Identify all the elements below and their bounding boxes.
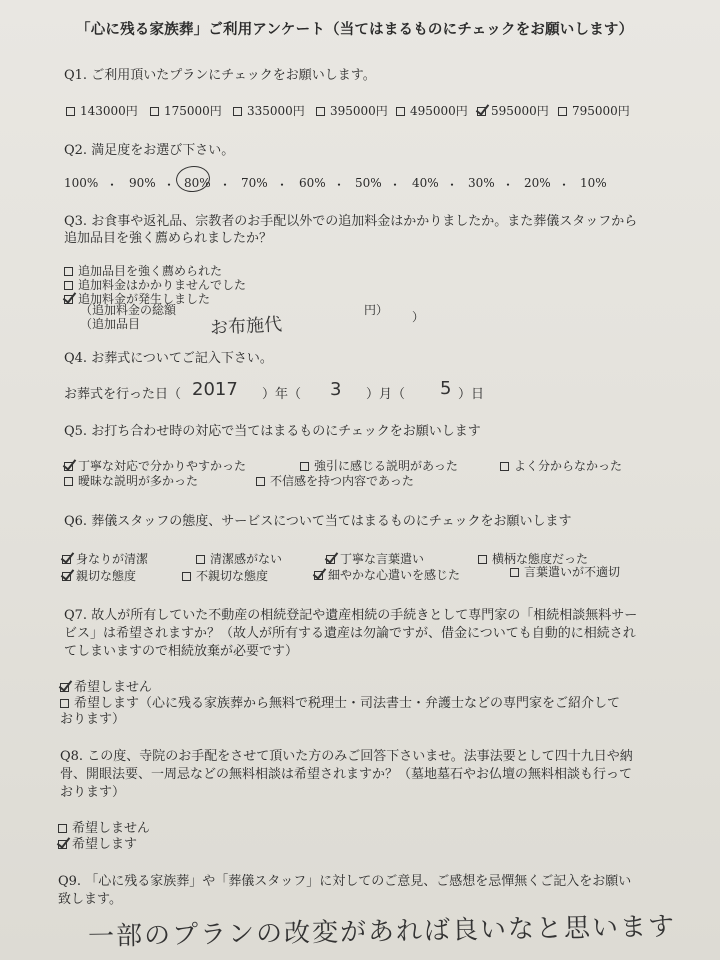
checkbox-icon[interactable] — [500, 462, 509, 471]
scale-dot: ・ — [163, 178, 176, 192]
q5-option[interactable]: よく分からなかった — [500, 457, 622, 474]
checkmark-icon[interactable] — [326, 555, 335, 564]
q6-option-selected[interactable]: 親切な態度 — [62, 567, 136, 584]
checkbox-icon[interactable] — [64, 477, 73, 486]
q7-question-line1: Q7. 故人が所有していた不動産の相続登記や遺産相続の手続きとして専門家の「相続相談無料サー — [64, 608, 638, 623]
checkbox-icon[interactable] — [182, 572, 191, 581]
scale-dot: ・ — [106, 178, 119, 192]
checkbox-icon[interactable] — [60, 699, 69, 708]
q8-question-line3: おります） — [60, 785, 126, 800]
scale-dot: ・ — [389, 178, 402, 192]
q1-option[interactable]: 143000円 — [66, 102, 138, 119]
q6-option[interactable]: 言葉遣いが不適切 — [510, 563, 620, 580]
q5-option-selected[interactable]: 丁寧な対応で分かりやすかった — [64, 457, 246, 474]
scale-option[interactable]: 30% — [468, 176, 495, 190]
checkbox-icon[interactable] — [58, 824, 67, 833]
q7-question-line2: ビス」は希望されますか？（故人が所有する遺産は勿論ですが、借金についても自動的に相続され — [64, 626, 636, 641]
scale-option-selected[interactable]: 80% — [184, 176, 211, 190]
scale-option[interactable]: 20% — [524, 176, 551, 190]
q7-option-selected[interactable]: 希望しません — [60, 676, 152, 695]
scale-option[interactable]: 40% — [412, 176, 439, 190]
checkbox-icon[interactable] — [256, 477, 265, 486]
q1-option[interactable]: 495000円 — [396, 102, 468, 119]
q3-items-handwritten[interactable]: お布施代 — [209, 314, 283, 339]
q9-answer-handwritten[interactable]: 一部のプランの改変があれば良いなと思います — [87, 911, 677, 953]
q7-question-line3: てしまいますので相続放棄が必要です） — [64, 644, 299, 659]
checkmark-icon[interactable] — [60, 683, 69, 692]
q7-option[interactable]: 希望します（心に残る家族葬から無料で税理士・司法書士・弁護士などの専門家をご紹介して — [60, 692, 620, 711]
q6-question: Q6. 葬儀スタッフの態度、サービスについて当てはまるものにチェックをお願いします — [64, 514, 572, 529]
q7-option-cont: おります） — [60, 712, 126, 727]
q9-question-line1: Q9. 「心に残る家族葬」や「葬儀スタッフ」に対してのご意見、ご感想を忌憚無くご記入をお願い — [58, 874, 632, 889]
q1-option[interactable]: 395000円 — [316, 102, 388, 119]
q9-question-line2: 致します。 — [58, 892, 122, 907]
q4-day-handwritten[interactable]: 5 — [440, 378, 452, 399]
checkbox-icon[interactable] — [196, 555, 205, 564]
q2-question: Q2. 満足度をお選び下さい。 — [64, 143, 235, 158]
q8-option[interactable]: 希望しません — [58, 817, 150, 836]
q3-items-label: （追加品目 — [80, 317, 141, 331]
q3-total-unit: 円） — [364, 303, 389, 317]
q4-day-unit: ）日 — [458, 387, 485, 402]
q5-option[interactable]: 曖昧な説明が多かった — [64, 472, 198, 489]
survey-title: 「心に残る家族葬」ご利用アンケート（当てはまるものにチェックをお願いします） — [76, 21, 634, 38]
scale-dot: ・ — [558, 178, 571, 192]
scale-option[interactable]: 60% — [299, 176, 326, 190]
scale-option[interactable]: 90% — [129, 176, 156, 190]
checkbox-icon[interactable] — [150, 107, 159, 116]
q1-option-selected[interactable]: 595000円 — [477, 102, 549, 119]
checkmark-icon[interactable] — [62, 555, 71, 564]
q8-question-line2: 骨、開眼法要、一周忌などの無料相談は希望されますか？（墓地墓石やお仏壇の無料相談も行って — [60, 767, 633, 782]
scale-dot: ・ — [219, 178, 232, 192]
q4-month-unit: ）月（ — [366, 387, 406, 402]
q3-items-close: ） — [412, 310, 425, 324]
q1-option[interactable]: 175000円 — [150, 102, 222, 119]
q5-option[interactable]: 強引に感じる説明があった — [300, 457, 458, 474]
scale-dot: ・ — [276, 178, 289, 192]
q6-option[interactable]: 清潔感がない — [196, 550, 282, 567]
q6-option-selected[interactable]: 丁寧な言葉遣い — [326, 550, 424, 567]
scale-option[interactable]: 50% — [355, 176, 382, 190]
q8-option-selected[interactable]: 希望します — [58, 833, 137, 852]
q6-option-selected[interactable]: 身なりが清潔 — [62, 550, 148, 567]
scale-option[interactable]: 10% — [580, 176, 607, 190]
q5-question: Q5. お打ち合わせ時の対応で当てはまるものにチェックをお願いします — [64, 424, 481, 439]
checkbox-icon[interactable] — [316, 107, 325, 116]
checkmark-icon[interactable] — [62, 572, 71, 581]
checkmark-icon[interactable] — [64, 295, 73, 304]
q8-question-line1: Q8. この度、寺院のお手配をさせて頂いた方のみご回答下さいませ。法事法要として四十九日や納 — [60, 749, 633, 764]
q5-option[interactable]: 不信感を持つ内容であった — [256, 472, 414, 489]
checkbox-icon[interactable] — [233, 107, 242, 116]
q6-option[interactable]: 不親切な態度 — [182, 567, 268, 584]
q4-date-label: お葬式を行った日（ — [64, 387, 182, 402]
q6-option-selected[interactable]: 細やかな心遣いを感じた — [314, 566, 460, 583]
scale-option[interactable]: 100% — [64, 176, 99, 190]
scale-dot: ・ — [333, 178, 346, 192]
checkbox-icon[interactable] — [64, 281, 73, 290]
q1-option[interactable]: 795000円 — [558, 102, 630, 119]
q3-option-selected[interactable]: 追加料金が発生しました — [64, 290, 210, 307]
checkbox-icon[interactable] — [64, 267, 73, 276]
checkmark-icon[interactable] — [314, 571, 323, 580]
q4-year-unit: ）年（ — [262, 387, 302, 402]
q4-month-handwritten[interactable]: 3 — [330, 379, 342, 400]
scale-dot: ・ — [502, 178, 515, 192]
q1-option[interactable]: 335000円 — [233, 102, 305, 119]
q3-option[interactable]: 追加料金はかかりませんでした — [64, 276, 246, 293]
q3-total-label: （追加料金の総額 — [80, 303, 177, 317]
q4-question: Q4. お葬式についてご記入下さい。 — [64, 351, 273, 366]
scale-option[interactable]: 70% — [241, 176, 268, 190]
checkbox-icon[interactable] — [478, 555, 487, 564]
checkbox-icon[interactable] — [66, 107, 75, 116]
checkmark-icon[interactable] — [477, 107, 486, 116]
q3-question-line1: Q3. お食事や返礼品、宗教者のお手配以外での追加料金はかかりましたか。また葬儀スタッフから — [64, 214, 638, 229]
scale-dot: ・ — [446, 178, 459, 192]
q3-option[interactable]: 追加品目を強く薦められた — [64, 262, 222, 279]
checkbox-icon[interactable] — [558, 107, 567, 116]
checkbox-icon[interactable] — [396, 107, 405, 116]
checkbox-icon[interactable] — [510, 568, 519, 577]
checkmark-icon[interactable] — [58, 840, 67, 849]
q1-question: Q1. ご利用頂いたプランにチェックをお願いします。 — [64, 68, 376, 83]
checkmark-icon[interactable] — [64, 462, 73, 471]
q4-year-handwritten[interactable]: 2017 — [192, 379, 238, 400]
q6-option[interactable]: 横柄な態度だった — [478, 550, 588, 567]
checkbox-icon[interactable] — [300, 462, 309, 471]
q3-question-line2: 追加品目を強く薦められましたか？ — [64, 231, 273, 246]
